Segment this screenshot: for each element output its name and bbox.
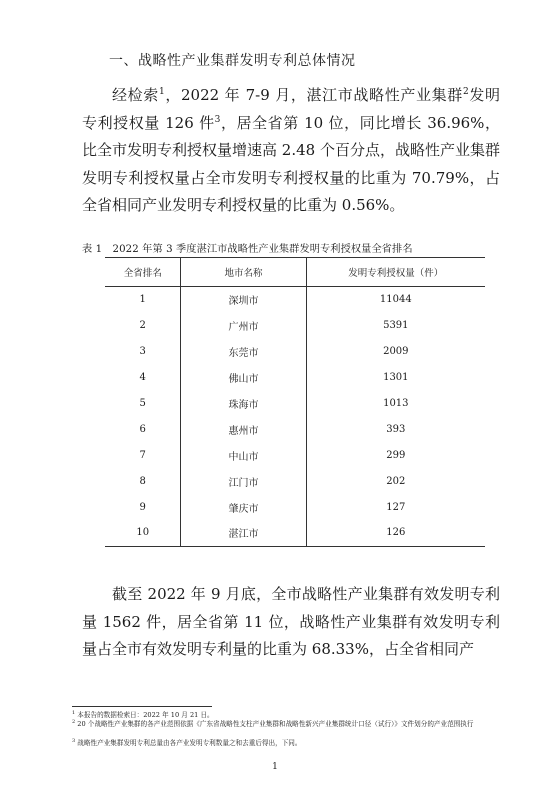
table-row: [105, 287, 485, 313]
cell-city: 广州市: [181, 313, 306, 339]
cell-city: 东莞市: [181, 339, 306, 365]
footnote-ref-1: 1: [158, 87, 165, 97]
cell-city: 佛山市: [181, 365, 306, 391]
cell-rank: 2: [139, 320, 146, 332]
cell-rank: 10: [105, 520, 181, 546]
footnote-text-1: 本报告的数据检索日：2022 年 10 月 21 日。: [75, 711, 214, 719]
cell-city: 湛江市: [181, 520, 306, 546]
table-row: [105, 468, 485, 494]
cell-city: 珠海市: [181, 391, 306, 417]
cell-city: 惠州市: [181, 416, 306, 442]
cell-grants: 11044: [379, 294, 412, 306]
page-number: 1: [272, 762, 278, 772]
paragraph-valid-patents: 截至 2022 年 9 月底，全市战略性产业集群有效发明专利量 1562 件，居全省第 11 位，战略性产业集群有效发明专利量占全市有效发明专利量的比重为 68.33%，占全省相同产: [82, 585, 500, 659]
table-caption: 表 1 2022 年第 3 季度湛江市战略性产业集群发明专利授权量全省排名: [82, 244, 413, 255]
para1-text-a: 经检索: [112, 86, 159, 104]
paragraph-summary: [82, 82, 500, 220]
cell-city: 深圳市: [181, 287, 306, 313]
cell-rank: 1: [139, 294, 146, 306]
footnote-mark-3: 3: [72, 737, 76, 744]
table-row: [105, 391, 485, 417]
table-row: [105, 494, 485, 520]
ranking-table: [105, 257, 485, 547]
para1-text-b: ，2022 年 7-9 月，湛江市战略性产业集群: [164, 86, 463, 104]
footnote-ref-3: 3: [214, 114, 221, 125]
cell-grants: 202: [386, 475, 406, 487]
table-row: [105, 313, 485, 339]
cell-grants: 299: [386, 449, 406, 461]
footnote-divider: [72, 706, 212, 707]
cell-rank: 4: [139, 372, 146, 384]
cell-grants: 1301: [383, 372, 409, 384]
cell-rank: 9: [139, 501, 146, 513]
cell-grants: 2009: [383, 346, 409, 358]
cell-grants: 393: [386, 423, 406, 435]
cell-rank: 7: [139, 449, 146, 461]
cell-rank: 6: [139, 423, 146, 435]
section-heading: 一、战略性产业集群发明专利总体情况: [109, 53, 356, 69]
footnote-text-3: 战略性产业集群发明专利总量由各产业发明专利数量之和去重后得出，下同。: [75, 739, 302, 747]
cell-city: 肇庆市: [181, 494, 306, 520]
footnote-ref-2: 2: [462, 87, 469, 97]
header-city: 地市名称: [181, 258, 306, 287]
table-row: [105, 339, 485, 365]
footnote-mark-2: 2: [72, 718, 76, 725]
table-row: [105, 520, 485, 546]
footnote-3: [72, 739, 502, 748]
table-row: [105, 416, 485, 442]
cell-grants: 127: [386, 501, 406, 513]
cell-rank: 5: [139, 398, 146, 409]
footnote-1: [72, 711, 502, 720]
header-grants: 发明专利授权量（件）: [306, 258, 485, 287]
header-rank: 全省排名: [105, 258, 181, 287]
cell-grants: 126: [306, 520, 485, 546]
table-row: [105, 442, 485, 468]
footnote-mark-1: 1: [72, 709, 76, 716]
cell-rank: 8: [139, 475, 146, 487]
cell-city: 江门市: [181, 468, 306, 494]
table-header-row: [105, 258, 485, 287]
table-row: [105, 365, 485, 391]
footnote-text-2: 20 个战略性产业集群的各产业范围依据《广东省战略性支柱产业集群和战略性新兴产业集群统计口径（试行）》文件划分的产业范围执行: [75, 720, 474, 728]
cell-city: 中山市: [181, 442, 306, 468]
cell-grants: 5391: [383, 320, 409, 332]
footnote-2: [72, 720, 502, 729]
para1-text-d: ，居全省第 10 位，同比增长 36.96%，比全市发明专利授权量增速高 2.48 个百分点，战略性产业集群发明专利授权量占全市发明专利授权量的比重为 70.79%，占全省相同产业发明专利授权量的比重为 0.56%。: [82, 113, 500, 215]
cell-grants: 1013: [383, 398, 409, 409]
cell-rank: 3: [139, 346, 146, 358]
para1-text-c: 发明专利授权量 126 件: [82, 86, 500, 132]
